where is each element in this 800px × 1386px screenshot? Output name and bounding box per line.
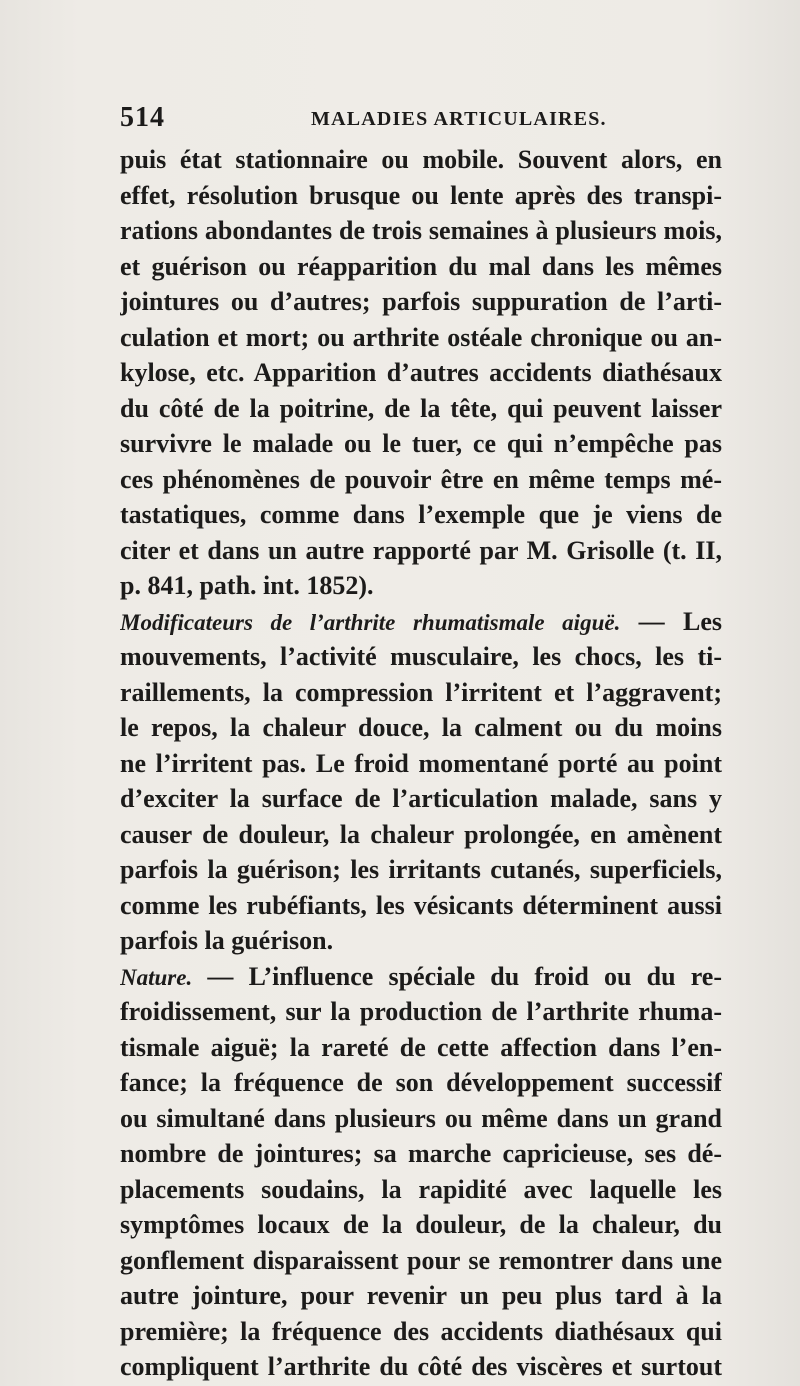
section-first-line-text: — Les bbox=[638, 606, 722, 636]
section-heading-line bbox=[120, 959, 722, 995]
text-line: et guérison ou réapparition du mal dans les mêmes bbox=[120, 251, 722, 281]
text-line: parfois la guérison; les irritants cutanés, superficiels, bbox=[120, 855, 722, 884]
page-number: 514 bbox=[120, 102, 165, 133]
text-line: survivre le malade ou le tuer, ce qui n’empêche pas bbox=[120, 429, 722, 458]
text-line: première; la fréquence des accidents diathésaux qui bbox=[120, 1316, 722, 1346]
text-line: culation et mort; ou arthrite ostéale chronique ou an- bbox=[120, 322, 722, 352]
text-line: p. 841, path. int. 1852). bbox=[120, 571, 374, 600]
text-line: causer de douleur, la chaleur prolongée, en amènent bbox=[120, 819, 722, 849]
text-line: effet, résolution brusque ou lente après des transpi- bbox=[120, 180, 722, 210]
text-line: d’exciter la surface de l’articulation malade, sans y bbox=[120, 784, 722, 813]
text-line: tastatiques, comme dans l’exemple que je viens de bbox=[120, 500, 722, 529]
text-line: placements soudains, la rapidité avec laquelle les bbox=[120, 1174, 722, 1204]
text-line: le repos, la chaleur douce, la calment ou du moins bbox=[120, 713, 722, 742]
running-title: MALADIES ARTICULAIRES. bbox=[311, 108, 607, 130]
text-line: gonflement disparaissent pour se remontrer dans une bbox=[120, 1245, 722, 1275]
text-line: raillements, la compression l’irritent et l’aggravent; bbox=[120, 677, 722, 707]
text-line: citer et dans un autre rapporté par M. Grisolle (t. II, bbox=[120, 535, 722, 565]
text-line: ou simultané dans plusieurs ou même dans un grand bbox=[120, 1103, 722, 1133]
text-line: compliquent l’arthrite du côté des viscères et surtout bbox=[120, 1352, 722, 1381]
text-line: parfois la guérison. bbox=[120, 926, 334, 955]
text-line: ne l’irritent pas. Le froid momentané porté au point bbox=[120, 748, 722, 778]
section-first-line-text: — L’influence spéciale du froid ou du re- bbox=[207, 961, 722, 991]
text-line: nombre de jointures; sa marche capricieuse, ses dé- bbox=[120, 1139, 722, 1168]
body-text bbox=[120, 142, 722, 1385]
text-line: froidissement, sur la production de l’arthrite rhuma- bbox=[120, 997, 722, 1026]
text-line: kylose, etc. Apparition d’autres accidents diathésaux bbox=[120, 358, 722, 387]
section-label-nature: Nature. bbox=[120, 964, 193, 990]
text-line: fance; la fréquence de son développement successif bbox=[120, 1068, 722, 1097]
text-line: mouvements, l’activité musculaire, les chocs, les ti- bbox=[120, 642, 722, 671]
text-line: symptômes locaux de la douleur, de la chaleur, du bbox=[120, 1210, 722, 1239]
text-line: comme les rubéfiants, les vésicants déterminent aussi bbox=[120, 890, 722, 920]
section-label-modificateurs: Modificateurs de l’arthrite rhumatismale aiguë. bbox=[120, 609, 621, 635]
text-line: ces phénomènes de pouvoir être en même temps mé- bbox=[120, 464, 722, 494]
section-heading-line bbox=[120, 604, 722, 640]
text-line: rations abondantes de trois semaines à plusieurs mois, bbox=[120, 216, 722, 245]
text-line: puis état stationnaire ou mobile. Souvent alors, en bbox=[120, 145, 722, 174]
text-line: du côté de la poitrine, de la tête, qui peuvent laisser bbox=[120, 393, 722, 423]
text-line: jointures ou d’autres; parfois suppuration de l’arti- bbox=[120, 287, 722, 316]
running-head bbox=[120, 102, 720, 138]
text-line: tismale aiguë; la rareté de cette affection dans l’en- bbox=[120, 1032, 722, 1062]
text-line: autre jointure, pour revenir un peu plus tard à la bbox=[120, 1281, 722, 1310]
